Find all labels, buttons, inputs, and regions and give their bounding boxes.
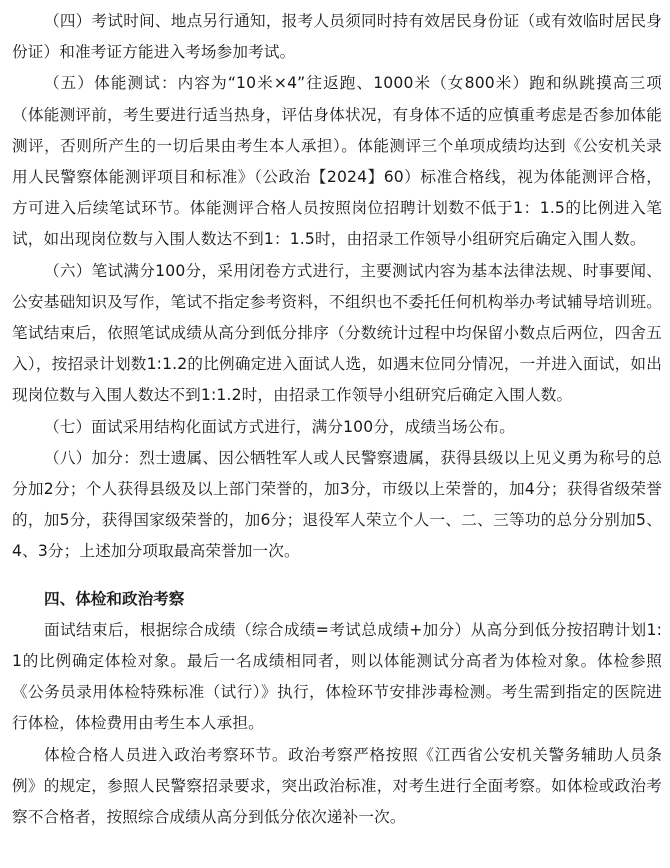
paragraph-written-exam: （六）笔试满分100分，采用闭卷方式进行，主要测试内容为基本法律法规、时事要闻、公安基础知识及写作，笔试不指定参考资料，不组织也不委托任何机构举办考试辅导培训班。笔试结束后，依照笔试成绩从高分到低分排序（分数统计过程中均保留小数点后两位，四舍五入），按招录计划数1:1.2的比例确定进入面试人选，如遇末位同分情况，一并进入面试，如出现岗位数与入围人数达不到1:1.2时，由招录工作领导小组研究后确定入围人数。 xyxy=(12,261,662,405)
section-heading-medical-political: 四、体检和政治考察 xyxy=(44,589,185,608)
paragraph-political-review: 体检合格人员进入政治考察环节。政治考察严格按照《江西省公安机关警务辅助人员条例》的规定，参照人民警察招录要求，突出政治标准，对考生进行全面考察。如体检或政治考察不合格者，按照综合成绩从高分到低分依次递补一次。 xyxy=(12,745,662,827)
paragraph-medical-exam: 面试结束后，根据综合成绩（综合成绩=考试总成绩+加分）从高分到低分按招聘计划1:1的比例确定体检对象。最后一名成绩相同者，则以体能测试分高者为体检对象。体检参照《公务员录用体检特殊标准（试行）》执行，体检环节安排涉毒检测。考生需到指定的医院进行体检，体检费用由考生本人承担。 xyxy=(12,620,662,733)
paragraph-interview: （七）面试采用结构化面试方式进行，满分100分，成绩当场公布。 xyxy=(43,417,516,436)
paragraph-bonus-points: （八）加分：烈士遗属、因公牺牲军人或人民警察遗属，获得县级以上见义勇为称号的总分加2分；个人获得县级及以上部门荣誉的，加3分，市级以上荣誉的，加4分；获得省级荣誉的，加5分，获得国家级荣誉的，加6分；退役军人荣立个人一、二、三等功的总分分别加5、4、3分；上述加分项取最高荣誉加一次。 xyxy=(12,448,662,561)
paragraph-exam-time-notice: （四）考试时间、地点另行通知，报考人员须同时持有效居民身份证（或有效临时居民身份证）和准考证方能进入考场参加考试。 xyxy=(12,12,662,62)
paragraph-physical-test: （五）体能测试：内容为“10米×4”往返跑、1000米（女800米）跑和纵跳摸高三项（体能测评前，考生要进行适当热身，评估身体状况，有身体不适的应慎重考虑是否参加体能测评，否则所产生的一切后果由考生本人承担）。体能测评三个单项成绩均达到《公安机关录用人民警察体能测评项目和标准》（公政治【2024】60）标准合格线，视为体能测评合格，方可进入后续笔试环节。体能测评合格人员按照岗位招聘计划数不低于1：1.5的比例进入笔试，如出现岗位数与入围人数达不到1：1.5时，由招录工作领导小组研究后确定入围人数。 xyxy=(12,74,662,249)
